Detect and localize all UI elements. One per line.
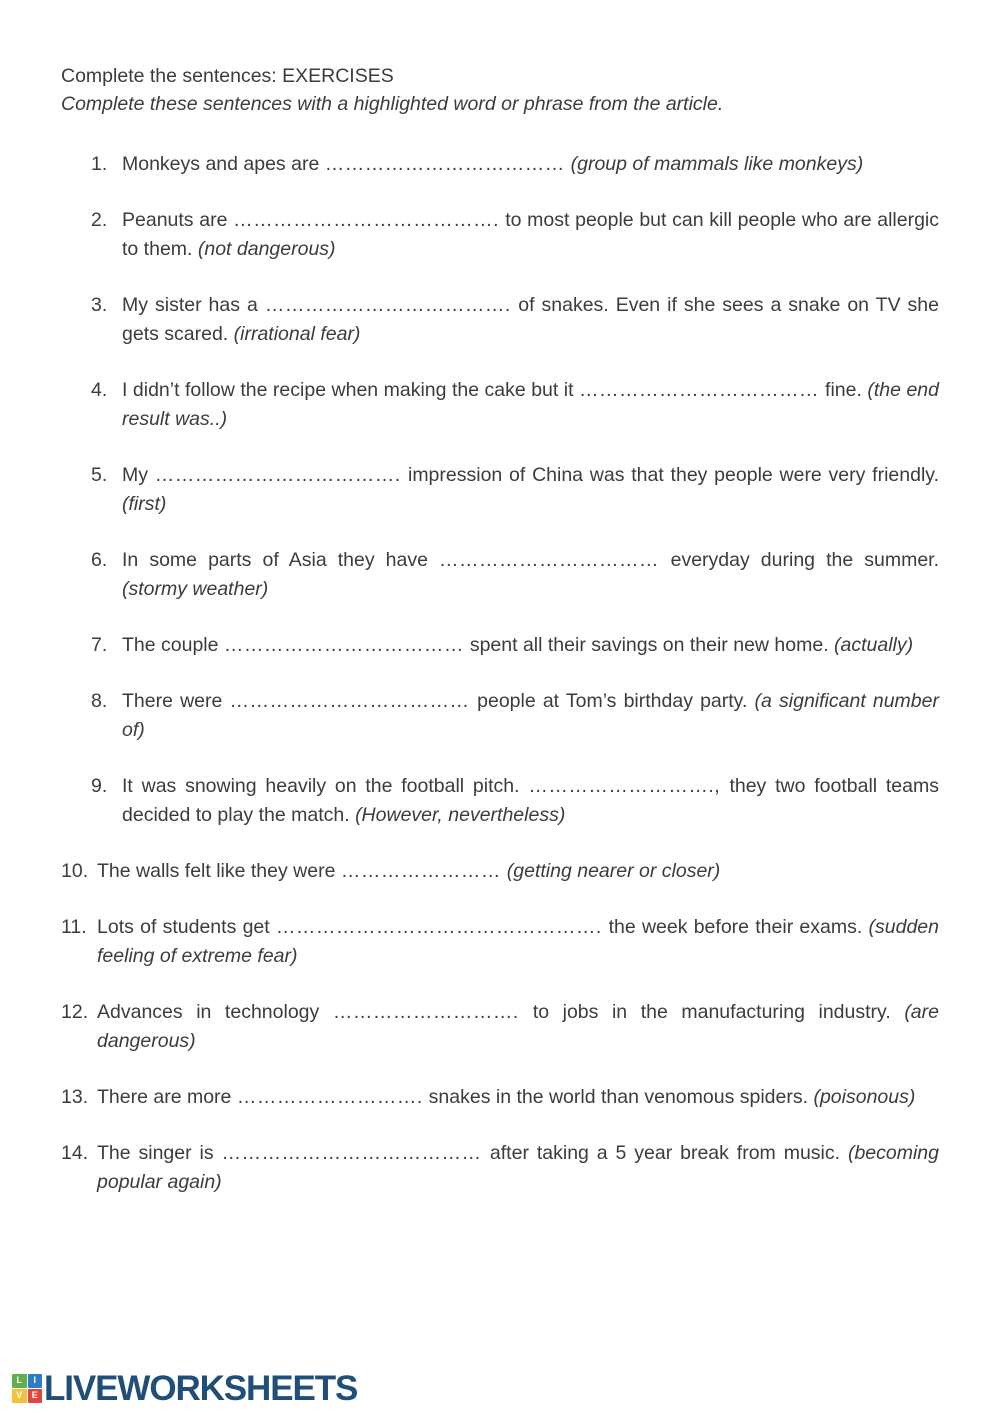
exercise-text xyxy=(97,857,939,886)
exercise-answer-blank[interactable]: …………………………………………. xyxy=(275,916,609,938)
exercise-hint: (first) xyxy=(122,493,167,515)
exercise-number: 3. xyxy=(91,294,108,316)
exercise-hint: (However, nevertheless) xyxy=(355,804,566,826)
exercise-number: 7. xyxy=(91,634,108,656)
exercise-answer-blank[interactable]: …………………………… xyxy=(439,549,671,571)
exercise-text-after-blank: snakes in the world than venomous spiders. xyxy=(428,1086,814,1108)
exercise-text-before-blank: I didn’t follow the recipe when making the cake but it xyxy=(122,379,580,401)
exercise-number: 9. xyxy=(91,775,108,797)
exercise-hint: (actually) xyxy=(834,634,914,656)
exercise-hint: (stormy weather) xyxy=(122,578,269,600)
exercise-hint: (the end result was..) xyxy=(122,379,939,430)
exercise-text-before-blank: Monkeys and apes are xyxy=(122,153,325,175)
exercise-text-after-blank: impression of China was that they people were very friendly. xyxy=(407,464,939,486)
exercise-text-after-blank: spent all their savings on their new home. xyxy=(469,634,835,656)
exercise-text xyxy=(97,998,939,1056)
exercise-hint: (getting nearer or closer) xyxy=(506,860,721,882)
exercise-item xyxy=(61,291,939,349)
exercise-text-before-blank: Advances in technology xyxy=(97,1001,333,1023)
exercise-item xyxy=(61,206,939,264)
liveworksheets-logo[interactable] xyxy=(12,1368,357,1408)
exercise-hint: (poisonous) xyxy=(813,1086,916,1108)
exercise-hint: (group of mammals like monkeys) xyxy=(570,153,864,175)
exercise-text xyxy=(122,206,939,264)
exercise-text-after-blank: to jobs in the manufacturing industry. xyxy=(532,1001,905,1023)
exercise-number: 2. xyxy=(91,209,108,231)
exercise-answer-blank[interactable]: ………………………. xyxy=(236,1086,429,1108)
exercise-number: 14. xyxy=(61,1142,89,1164)
page-subtitle: Complete these sentences with a highlighted word or phrase from the article. xyxy=(61,93,724,115)
exercise-text-after-blank: to most people but can kill people who are allergic to them. xyxy=(122,209,940,260)
logo-tile-l-icon: L xyxy=(12,1374,27,1388)
worksheet-header xyxy=(61,62,939,118)
exercise-text xyxy=(97,1139,939,1197)
exercise-answer-blank[interactable]: ……………………………… xyxy=(229,690,478,712)
exercise-text-before-blank: The singer is xyxy=(97,1142,222,1164)
exercise-answer-blank[interactable]: ………………………. xyxy=(332,1001,533,1023)
exercise-number: 13. xyxy=(61,1086,89,1108)
exercise-text xyxy=(122,150,939,179)
exercise-item xyxy=(61,461,939,519)
exercise-hint: (a significant number of) xyxy=(122,690,939,741)
exercise-text-before-blank: The couple xyxy=(122,634,224,656)
exercise-text-before-blank: Lots of students get xyxy=(97,916,276,938)
exercise-item xyxy=(61,1139,939,1197)
liveworksheets-wordmark: LIVEWORKSHEETS xyxy=(44,1368,358,1408)
exercise-answer-blank[interactable]: ……………………………… xyxy=(579,379,826,401)
page-title: Complete the sentences: EXERCISES xyxy=(61,65,394,87)
exercise-hint: (irrational fear) xyxy=(233,323,361,345)
exercise-item xyxy=(61,150,939,179)
exercise-number: 4. xyxy=(91,379,108,401)
exercise-number: 8. xyxy=(91,690,108,712)
exercise-number: 5. xyxy=(91,464,108,486)
exercise-item xyxy=(61,772,939,830)
exercise-text xyxy=(122,376,939,434)
exercise-text-before-blank: There are more xyxy=(97,1086,237,1108)
exercise-answer-blank[interactable]: …………………… xyxy=(340,860,507,882)
logo-tile-v-icon: V xyxy=(12,1389,27,1403)
exercise-answer-blank[interactable]: ………………………………. xyxy=(154,464,408,486)
exercise-text xyxy=(122,291,939,349)
exercise-text-before-blank: In some parts of Asia they have xyxy=(122,549,440,571)
exercise-text-after-blank: they two football teams decided to play the match. xyxy=(122,775,939,826)
exercise-number: 12. xyxy=(61,1001,89,1023)
exercise-text-after-blank: of snakes. Even if she sees a snake on TV she gets scared. xyxy=(122,294,940,345)
exercise-text-before-blank: Peanuts are xyxy=(122,209,234,231)
exercise-hint: (are dangerous) xyxy=(97,1001,939,1052)
exercise-text xyxy=(122,546,939,604)
exercise-text-before-blank: My sister has a xyxy=(122,294,265,316)
exercise-text-before-blank: My xyxy=(122,464,155,486)
exercise-text xyxy=(122,687,939,745)
logo-tile-i-icon: I xyxy=(28,1374,43,1388)
exercise-number: 6. xyxy=(91,549,108,571)
exercise-text xyxy=(122,461,939,519)
exercise-text-after-blank: fine. xyxy=(825,379,868,401)
exercise-answer-blank[interactable]: …………………………………. xyxy=(233,209,506,231)
exercise-text xyxy=(97,913,939,971)
liveworksheets-logo-icon xyxy=(12,1374,42,1403)
exercise-text-after-blank: everyday during the summer. xyxy=(670,549,940,571)
exercise-number: 11. xyxy=(61,916,87,938)
exercise-item xyxy=(61,998,939,1056)
logo-tile-e-icon: E xyxy=(28,1389,43,1403)
exercise-answer-blank[interactable]: ……………………………… xyxy=(324,153,571,175)
exercise-item xyxy=(61,857,939,886)
exercise-item xyxy=(61,546,939,604)
exercise-item xyxy=(61,631,939,660)
exercise-text-before-blank: There were xyxy=(122,690,230,712)
exercise-text-after-blank: the week before their exams. xyxy=(608,916,869,938)
exercise-hint: (sudden feeling of extreme fear) xyxy=(97,916,939,967)
exercise-answer-blank[interactable]: ……………………………… xyxy=(223,634,470,656)
exercise-text-before-blank: It was snowing heavily on the football pitch. xyxy=(122,775,529,797)
exercise-text-before-blank: The walls felt like they were xyxy=(97,860,341,882)
exercise-text-after-blank: after taking a 5 year break from music. xyxy=(489,1142,848,1164)
exercise-text xyxy=(122,772,939,830)
exercise-text-after-blank: people at Tom’s birthday party. xyxy=(477,690,755,712)
exercise-item xyxy=(61,687,939,745)
exercise-answer-blank[interactable]: ………………………………… xyxy=(221,1142,490,1164)
exercise-item xyxy=(61,913,939,971)
exercise-text xyxy=(97,1083,939,1112)
exercise-text xyxy=(122,631,939,660)
exercise-hint: (becoming popular again) xyxy=(97,1142,939,1193)
exercise-hint: (not dangerous) xyxy=(197,238,336,260)
exercise-list xyxy=(61,150,939,1224)
exercise-number: 1. xyxy=(91,153,108,175)
exercise-answer-blank[interactable]: ………………………………. xyxy=(264,294,519,316)
exercise-item xyxy=(61,376,939,434)
exercise-number: 10. xyxy=(61,860,89,882)
exercise-item xyxy=(61,1083,939,1112)
exercise-answer-blank[interactable]: ………………………., xyxy=(528,775,730,797)
